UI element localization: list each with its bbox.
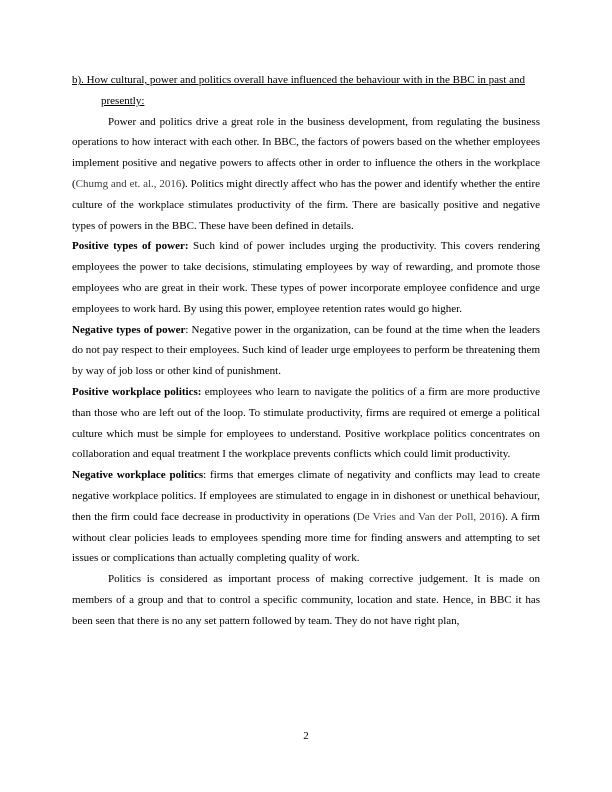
- intro-text-2: ). Politics might directly affect who has the power and identify whether the entire culture of the workplace stimulates productivity of the firm. There are basically positive and negative types of powers in the BBC. These have been defined in details.: [72, 177, 540, 232]
- intro-paragraph: [72, 112, 540, 237]
- citation-de-vries: De Vries and Van der Poll, 2016: [356, 510, 502, 523]
- citation-chumg: Chumg and et. al., 2016: [75, 177, 182, 190]
- positive-power-paragraph: [72, 236, 540, 319]
- negative-power-paragraph: [72, 320, 540, 382]
- positive-power-label: Positive types of power:: [72, 240, 189, 253]
- section-heading: b). How cultural, power and politics overall have influenced the behaviour with in the BBC in past and presently:: [72, 74, 526, 107]
- negative-politics-paragraph: [72, 465, 540, 569]
- page-content: [72, 70, 540, 632]
- positive-politics-text: employees who learn to navigate the politics of a firm are more productive than those who are left out of the loop. To stimulate productivity, firms are required ot emerge a political culture which must be simple for employees to understand. Positive workplace politics concentrates on collaboration and equal treatment I the workplace prevents conflicts which could limit productivity.: [72, 385, 540, 461]
- negative-power-label: Negative types of power: [72, 323, 186, 336]
- page-number: 2: [303, 730, 309, 742]
- positive-politics-paragraph: [72, 382, 540, 465]
- intro-text-1: Power and politics drive a great role in the business development, from regulating the business operations to how interact with each other. In BBC, the factors of powers based on the whether employees implement positive and negative powers to affects other in order to influence the others in the workplace (: [72, 115, 540, 190]
- closing-paragraph: Politics is considered as important process of making corrective judgement. It is made on members of a group and that to control a specific community, location and state. Hence, in BBC it has been seen that there is no any set pattern followed by team. They do not have right plan,: [72, 573, 540, 627]
- negative-power-text: : Negative power in the organization, can be found at the time when the leaders do not pay respect to their employees. Such kind of leader urge employees to perform be threatening them by way of job loss or other kind of punishment.: [72, 323, 540, 378]
- positive-power-text: Such kind of power includes urging the productivity. This covers rendering employees the power to take decisions, stimulating employees by way of rewarding, and promote those employees who are great in their work. These types of power incorporate employee confidence and urge employees to work hard. By using this power, employee retention rates would go higher.: [72, 240, 541, 315]
- negative-politics-text-1: : firms that emerges climate of negativity and conflicts may lead to create negative workplace politics. If employees are stimulated to engage in in dishonest or unethical behaviour, then the firm could face decrease in productivity in operations (: [72, 469, 540, 523]
- negative-politics-label: Negative workplace politics: [72, 469, 204, 482]
- positive-politics-label: Positive workplace politics:: [72, 385, 202, 398]
- negative-politics-text-2: ). A firm without clear policies leads to employees spending more time for finding answers and attempting to set issues or complications than actually completing quality of work.: [72, 510, 540, 565]
